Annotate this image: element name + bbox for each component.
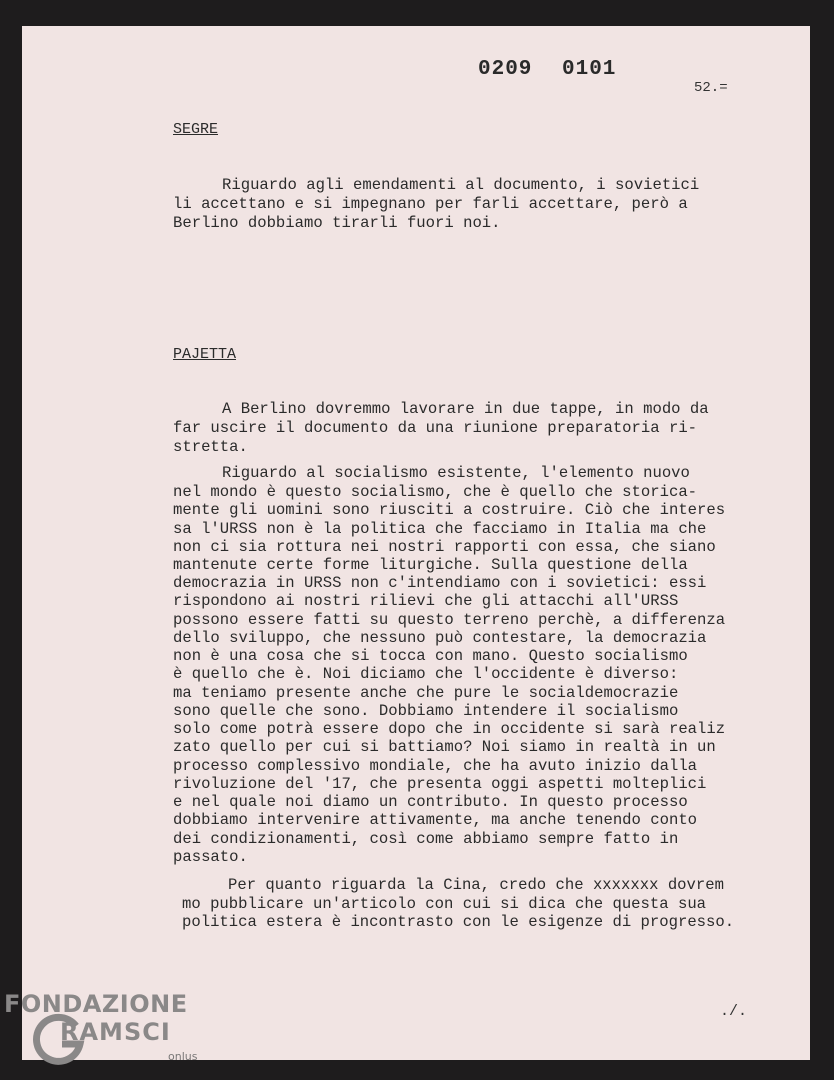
text-line: Riguardo al socialismo esistente, l'elemento nuovo — [222, 464, 690, 482]
text-line: Per quanto riguarda la Cina, credo che xxxxxxx dovrem — [228, 876, 724, 894]
text-line: processo complessivo mondiale, che ha avuto inizio dalla — [173, 757, 698, 775]
text-line: e nel quale noi diamo un contributo. In questo processo — [173, 793, 688, 811]
page-number: 52.= — [694, 80, 728, 96]
text-line: li accettano e si impegnano per farli accettare, però a — [173, 195, 688, 213]
text-line: politica estera è incontrasto con le esigenze di progresso. — [182, 913, 735, 931]
archive-stamp-right: 0101 — [562, 58, 617, 81]
text-line: possono essere fatti su questo terreno perchè, a differenza — [173, 611, 726, 629]
text-line: passato. — [173, 848, 248, 866]
text-line: zato quello per cui si battiamo? Noi siamo in realtà in un — [173, 738, 716, 756]
text-line: rivoluzione del '17, che presenta oggi aspetti molteplici — [173, 775, 707, 793]
continuation-mark: ./. — [720, 1003, 748, 1020]
watermark-line1: FONDAZIONE — [4, 990, 188, 1018]
text-line: Riguardo agli emendamenti al documento, i sovietici — [222, 176, 700, 194]
text-line: solo come potrà essere dopo che in occidente si sarà realiz — [173, 720, 726, 738]
watermark-line3: onlus — [168, 1050, 198, 1063]
text-line: mente gli uomini sono riusciti a costruire. Ciò che interes — [173, 501, 726, 519]
speaker-heading-segre: SEGRE — [173, 121, 219, 138]
text-line: sono quelle che sono. Dobbiamo intendere il socialismo — [173, 702, 679, 720]
text-line: rispondono ai nostri rilievi che gli attacchi all'URSS — [173, 592, 679, 610]
text-line: mo pubblicare un'articolo con cui si dica che questa sua — [182, 895, 707, 913]
text-line: è quello che è. Noi diciamo che l'occidente è diverso: — [173, 665, 679, 683]
text-line: nel mondo è questo socialismo, che è quello che storica- — [173, 483, 698, 501]
text-line: non ci sia rottura nei nostri rapporti con essa, che siano — [173, 538, 716, 556]
text-line: dobbiamo intervenire attivamente, ma anche tenendo conto — [173, 811, 698, 829]
text-line: mantenute certe forme liturgiche. Sulla questione della — [173, 556, 688, 574]
speaker-heading-pajetta: PAJETTA — [173, 346, 237, 363]
archive-stamp-left: 0209 — [478, 58, 533, 81]
watermark-line2: RAMSCI — [60, 1018, 171, 1046]
text-line: Berlino dobbiamo tirarli fuori noi. — [173, 214, 501, 232]
text-line: dei condizionamenti, così come abbiamo sempre fatto in — [173, 830, 679, 848]
text-line: sa l'URSS non è la politica che facciamo in Italia ma che — [173, 520, 707, 538]
text-line: non è una cosa che si tocca con mano. Questo socialismo — [173, 647, 688, 665]
text-line: ma teniamo presente anche che pure le socialdemocrazie — [173, 684, 679, 702]
fondazione-gramsci-watermark — [4, 990, 214, 1076]
text-line: dello sviluppo, che nessuno può contestare, la democrazia — [173, 629, 707, 647]
text-line: stretta. — [173, 438, 248, 456]
text-line: far uscire il documento da una riunione preparatoria ri- — [173, 419, 698, 437]
text-line: A Berlino dovremmo lavorare in due tappe, in modo da — [222, 400, 709, 418]
text-line: democrazia in URSS non c'intendiamo con i sovietici: essi — [173, 574, 707, 592]
